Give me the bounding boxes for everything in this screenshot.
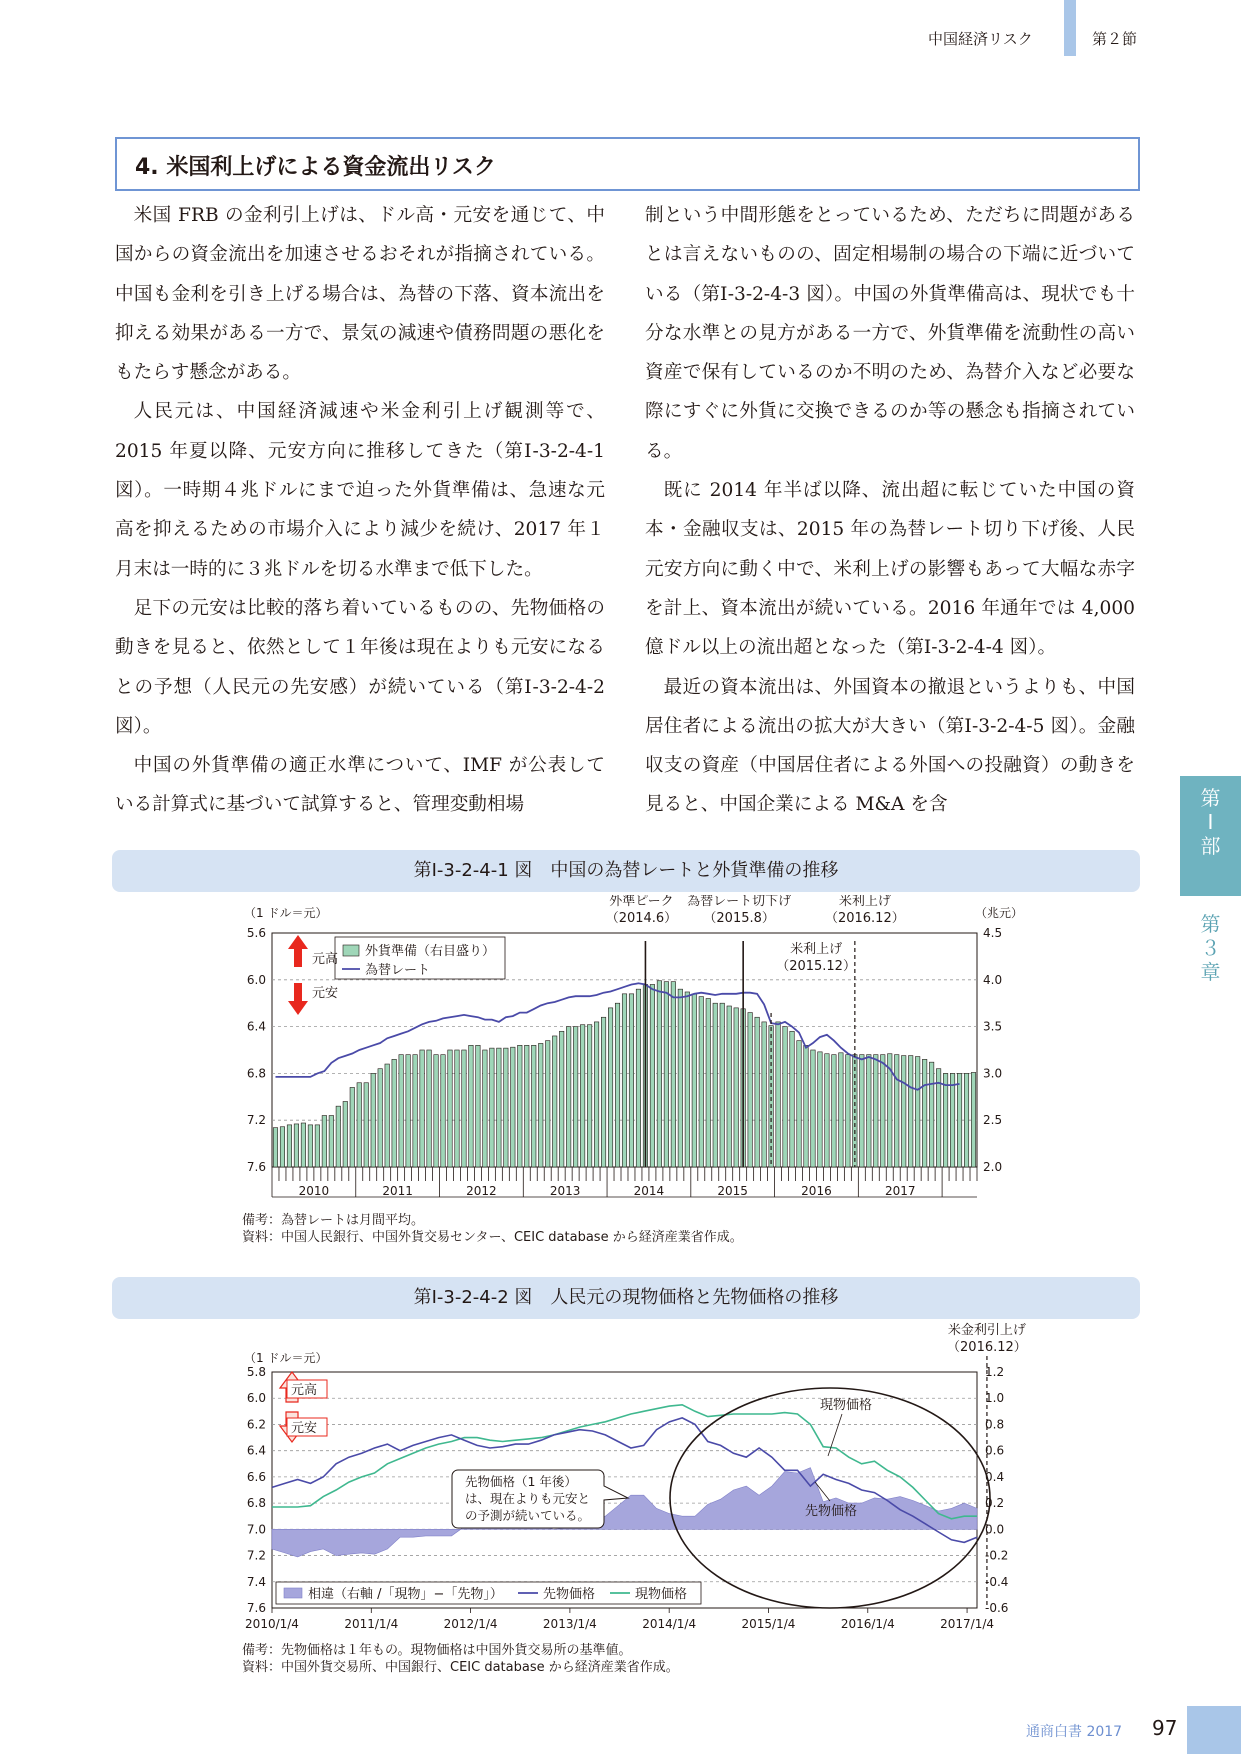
reserve-bar [776, 1022, 780, 1167]
reserve-bar [364, 1083, 368, 1167]
reserve-bar [490, 1048, 494, 1167]
annotation-label: 米利上げ [838, 895, 891, 909]
reserve-bar [385, 1064, 389, 1167]
figure1-chart [230, 895, 1030, 1210]
figure2-note: 備考：先物価格は１年もの。現物価格は中国外貨交易所の基準値。 [242, 1643, 632, 1658]
callout-text: は、現在よりも元安と [465, 1491, 591, 1506]
reserve-bar [692, 994, 696, 1167]
section-heading-box [115, 137, 1140, 191]
reserve-bar [545, 1041, 549, 1167]
legend-label: 現物価格 [635, 1587, 688, 1602]
x-tick-label: 2010/1/4 [245, 1617, 299, 1631]
reserve-bar [455, 1050, 459, 1167]
highlight-ellipse [670, 1388, 990, 1608]
callout-text: の予測が続いている。 [465, 1508, 591, 1523]
x-tick-label: 2012 [466, 1184, 497, 1198]
x-tick-label: 2016 [801, 1184, 832, 1198]
paragraph: 中国の外貨準備の適正水準について、IMF が公表している計算式に基づいて試算すると、管理変動相場 [115, 755, 605, 816]
legend-label: 為替レート [365, 963, 431, 978]
y-left-tick-label: 7.2 [246, 1548, 266, 1563]
reserve-bar [462, 1050, 466, 1167]
annotation-date: （2015.8） [703, 911, 775, 926]
y-right-tick-label: -0.6 [985, 1601, 1009, 1615]
reserve-bar [929, 1062, 933, 1167]
reserve-bar [950, 1073, 954, 1167]
reserve-bar [818, 1052, 822, 1167]
reserve-bar [294, 1124, 298, 1167]
reserve-bar [964, 1073, 968, 1167]
reserve-bar [497, 1048, 501, 1167]
arrow-label: 元安 [312, 986, 339, 1001]
reserve-bar [336, 1106, 340, 1167]
reserve-bar [539, 1043, 543, 1167]
y-left-tick-label: 6.0 [246, 972, 266, 987]
legend-swatch-area [284, 1588, 302, 1598]
arrow-down-icon [288, 983, 308, 1015]
reserve-bar [322, 1116, 326, 1167]
paragraph: 人民元は、中国経済減速や米金利引上げ観測等で、2015 年夏以降、元安方向に推移してきた（第Ⅰ-3-2-4-1 図）。一時期４兆ドルにまで迫った外貨準備は、急速な元高を抑えるための市場介入により減少を続け、2017 年１月末は一時的に３兆ドルを切る水準まで低下した。 [115, 401, 605, 580]
reserve-bar [280, 1127, 284, 1167]
reserve-bar [874, 1055, 878, 1167]
y-right-tick-label: -0.4 [985, 1574, 1009, 1589]
reserve-bar [525, 1045, 529, 1167]
reserve-bar [308, 1125, 312, 1167]
annotation-date: （2016.12） [947, 1340, 1027, 1355]
reserve-bar [594, 1022, 598, 1167]
reserve-bar [378, 1069, 382, 1167]
reserve-bar [615, 1003, 619, 1167]
annotation-date: （2014.6） [605, 911, 678, 926]
y-right-tick-label: 4.0 [983, 972, 1003, 987]
paragraph-continued: 制という中間形態をとっているため、ただちに問題があるとは言えないものの、固定相場制の場合の下端に近づいている（第Ⅰ-3-2-4-3 図）。中国の外貨準備高は、現状でも十分な水準との見方がある一方で、外貨準備を流動性の高い資産で保有しているのか不明のため、為替介入など必要な際にすぐに外貨に交換できるのか等の懸念も指摘されている。 [645, 205, 1135, 462]
annotation-date: （2015.12） [776, 959, 856, 974]
figure1-title: 第Ⅰ-3-2-4-1 図 中国の為替レートと外貨準備の推移 [112, 850, 1140, 892]
reserve-bar [552, 1036, 556, 1167]
reserve-bar [720, 1003, 724, 1167]
footer-accent-bar [1187, 1706, 1241, 1754]
reserve-bar [350, 1087, 354, 1167]
reserve-bar [783, 1027, 787, 1167]
reserve-bar [427, 1050, 431, 1167]
reserve-bar [734, 1008, 738, 1167]
y-left-tick-label: 6.4 [246, 1019, 266, 1034]
reserve-bar [287, 1125, 291, 1167]
y-right-tick-label: 3.5 [983, 1019, 1003, 1034]
reserve-bar [532, 1045, 536, 1167]
reserve-bar [469, 1045, 473, 1167]
y-right-tick-label: 0.0 [985, 1522, 1005, 1537]
annotation-label: 現物価格 [820, 1398, 873, 1413]
x-tick-label: 2017 [884, 1184, 916, 1198]
y-left-tick-label: 6.8 [246, 1066, 266, 1081]
y-right-tick-label: -0.2 [985, 1548, 1009, 1563]
callout-text: 先物価格（1 年後） [465, 1474, 577, 1489]
reserve-bar [601, 1017, 605, 1167]
reserve-bar [706, 999, 710, 1167]
reserve-bar [483, 1050, 487, 1167]
reserve-bar [504, 1048, 508, 1167]
y-left-tick-label: 7.2 [246, 1113, 266, 1128]
reserve-bar [518, 1045, 522, 1167]
figure2-notes [242, 1642, 679, 1676]
reserve-bar [867, 1055, 871, 1167]
y-left-tick-label: 7.0 [246, 1522, 266, 1537]
arrow-label: 元高 [291, 1383, 318, 1398]
reserve-bar [559, 1031, 563, 1167]
section-heading: 4. 米国利上げによる資金流出リスク [135, 155, 496, 180]
x-tick-label: 2010 [298, 1184, 330, 1198]
reserve-bar [343, 1101, 347, 1167]
reserve-bar [825, 1054, 829, 1167]
side-tab-part [1180, 776, 1241, 896]
reserve-bar [685, 992, 689, 1167]
reserve-bar [566, 1027, 570, 1167]
reserve-bar [406, 1055, 410, 1167]
y-right-tick-label: 0.6 [985, 1443, 1005, 1458]
reserve-bar [392, 1059, 396, 1167]
y-left-tick-label: 6.0 [246, 1391, 266, 1406]
x-tick-label: 2015 [717, 1184, 748, 1198]
y-left-tick-label: 5.6 [246, 926, 266, 940]
running-header-section: 第２節 [1092, 30, 1138, 48]
reserve-bar [804, 1045, 808, 1167]
x-tick-label: 2013/1/4 [542, 1617, 597, 1631]
reserve-bar [713, 1003, 717, 1167]
annotation-label: 先物価格 [805, 1504, 858, 1519]
reserve-bar [860, 1055, 864, 1167]
annotation-date: （2016.12） [824, 911, 905, 926]
figure2-title: 第Ⅰ-3-2-4-2 図 人民元の現物価格と先物価格の推移 [112, 1277, 1140, 1319]
figure1-source: 資料：中国人民銀行、中国外貨交易センター、CEIC database から経済産業省作成。 [242, 1230, 743, 1245]
reserve-bar [301, 1123, 305, 1167]
x-tick-label: 2011 [382, 1184, 413, 1198]
reserve-bar [755, 1017, 759, 1167]
reserve-bar [399, 1055, 403, 1167]
y-left-axis-label: （1 ドル＝元） [244, 1351, 328, 1365]
x-tick-label: 2014/1/4 [642, 1617, 697, 1631]
reserve-bar [587, 1025, 591, 1167]
x-tick-label: 2014 [633, 1184, 665, 1198]
figure1-notes [242, 1212, 743, 1246]
y-right-tick-label: 1.2 [985, 1365, 1005, 1379]
y-left-tick-label: 7.4 [246, 1574, 266, 1589]
y-left-tick-label: 5.8 [246, 1365, 266, 1379]
arrow-label: 元高 [312, 952, 339, 967]
side-tab-part-text: 第 Ⅰ 部 [1200, 786, 1221, 858]
y-right-tick-label: 1.0 [985, 1391, 1005, 1406]
figure1-note: 備考：為替レートは月間平均。 [242, 1213, 425, 1228]
reserve-bar [671, 982, 675, 1167]
y-right-axis-label: （兆元） [974, 906, 1024, 920]
legend-label: 相違（右軸 /「現物」−「先物」） [308, 1587, 503, 1602]
reserve-bar [943, 1073, 947, 1167]
reserve-bar [790, 1031, 794, 1167]
reserve-bar [664, 982, 668, 1167]
paragraph: 米国 FRB の金利引上げは、ドル高・元安を通じて、中国からの資金流出を加速させるおそれが指摘されている。中国も金利を引き上げる場合は、為替の下落、資本流出を抑える効果がある一方で、景気の減速や債務問題の悪化をもたらす懸念がある。 [115, 205, 605, 384]
y-left-tick-label: 6.8 [246, 1496, 266, 1511]
y-right-tick-label: 2.0 [983, 1160, 1003, 1174]
y-right-tick-label: 4.5 [983, 926, 1003, 940]
reserve-bar [811, 1050, 815, 1167]
reserve-bar [915, 1057, 919, 1167]
reserve-bar [957, 1073, 961, 1167]
header-accent-bar [1064, 0, 1076, 56]
reserve-bar [657, 981, 661, 1167]
paragraph: 既に 2014 年半ば以降、流出超に転じていた中国の資本・金融収支は、2015 年の為替レート切り下げ後、人民元安方向に動く中で、米利上げの影響もあって大幅な赤字を計上、資本流出が続いている。2016 年通年では 4,000 億ドル以上の流出超となった（第Ⅰ-3-2-4-4 図）。 [645, 480, 1135, 659]
x-tick-label: 2017/1/4 [940, 1617, 995, 1631]
y-left-tick-label: 7.6 [246, 1601, 266, 1615]
reserve-bar [371, 1073, 375, 1167]
x-tick-label: 2015/1/4 [741, 1617, 796, 1631]
reserve-bar [420, 1050, 424, 1167]
reserve-bar [511, 1047, 515, 1167]
reserve-bar [315, 1125, 319, 1167]
reserve-bar [622, 994, 626, 1167]
y-left-tick-label: 7.6 [246, 1160, 266, 1174]
reserve-bar [329, 1116, 333, 1167]
side-tab-chapter-text: 第 ３ 章 [1200, 912, 1221, 984]
reserve-bar [769, 1026, 773, 1167]
figure2-chart [230, 1320, 1030, 1642]
body-column-left [115, 196, 605, 825]
reserve-bar [748, 1013, 752, 1167]
reserve-bar [971, 1072, 975, 1167]
page-number: 97 [1152, 1716, 1178, 1740]
x-tick-label: 2013 [549, 1184, 581, 1198]
y-left-tick-label: 6.2 [246, 1417, 266, 1432]
legend-label: 先物価格 [543, 1587, 596, 1602]
side-tab-chapter [1180, 908, 1241, 1018]
reserve-bar [846, 1055, 850, 1167]
paragraph: 足下の元安は比較的落ち着いているものの、先物価格の動きを見ると、依然として１年後は現在よりも元安になるとの予想（人民元の先安感）が続いている（第Ⅰ-3-2-4-2 図）。 [115, 597, 605, 737]
annotation-label: 米金利引上げ [947, 1323, 1026, 1338]
reserve-bar [908, 1056, 912, 1167]
reserve-bar [413, 1055, 417, 1167]
reserve-bar [636, 989, 640, 1167]
y-right-tick-label: 2.5 [983, 1113, 1003, 1128]
y-right-tick-label: 0.2 [985, 1496, 1005, 1511]
reserve-bar [573, 1027, 577, 1167]
y-right-tick-label: 0.8 [985, 1417, 1005, 1432]
annotation-label: 米利上げ [790, 942, 843, 957]
paragraph: 最近の資本流出は、外国資本の撤退というよりも、中国居住者による流出の拡大が大きい（第Ⅰ-3-2-4-5 図）。金融収支の資産（中国居住者による外国への投融資）の動きを見ると、中国企業による M&A を含 [645, 676, 1135, 816]
y-right-tick-label: 3.0 [983, 1066, 1003, 1081]
reserve-bar [608, 1008, 612, 1167]
legend-swatch-bar [343, 945, 359, 956]
y-right-tick-label: 0.4 [985, 1469, 1005, 1484]
leader-line [828, 1414, 842, 1456]
reserve-bar [699, 997, 703, 1167]
running-header-chapter: 中国経済リスク [928, 30, 1033, 48]
reserve-bar [650, 984, 654, 1167]
y-left-tick-label: 6.4 [246, 1443, 266, 1458]
reserve-bar [448, 1050, 452, 1167]
reserve-bar [434, 1055, 438, 1167]
x-tick-label: 2016/1/4 [840, 1617, 895, 1631]
reserve-bar [273, 1128, 277, 1167]
footer-title: 通商白書 2017 [1026, 1724, 1123, 1740]
reserve-bar [727, 1006, 731, 1167]
reserve-bar [832, 1055, 836, 1167]
x-tick-label: 2011/1/4 [344, 1617, 399, 1631]
annotation-label: 外準ピーク [609, 895, 674, 909]
x-tick-label: 2012/1/4 [443, 1617, 498, 1631]
reserve-bar [901, 1056, 905, 1167]
reserve-bar [922, 1059, 926, 1167]
figure2-source: 資料：中国外貨交易所、中国銀行、CEIC database から経済産業省作成。 [242, 1660, 679, 1675]
reserve-bar [357, 1083, 361, 1167]
reserve-bar [762, 1022, 766, 1167]
reserve-bar [839, 1053, 843, 1167]
reserve-bar [678, 989, 682, 1167]
arrow-label: 元安 [291, 1421, 318, 1436]
difference-area [272, 1468, 977, 1557]
body-column-right [645, 196, 1135, 825]
reserve-bar [580, 1025, 584, 1167]
legend-label: 外貨準備（右目盛り） [365, 944, 496, 959]
arrow-up-icon [288, 935, 308, 967]
reserve-bar [881, 1055, 885, 1167]
reserve-bar [441, 1055, 445, 1167]
reserve-bar [629, 994, 633, 1167]
reserve-bar [476, 1045, 480, 1167]
y-left-axis-label: （1 ドル＝元） [244, 906, 328, 920]
reserve-bar [797, 1041, 801, 1167]
annotation-label: 為替レート切下げ [687, 895, 792, 909]
y-left-tick-label: 6.6 [246, 1469, 266, 1484]
reserve-bar [894, 1055, 898, 1167]
